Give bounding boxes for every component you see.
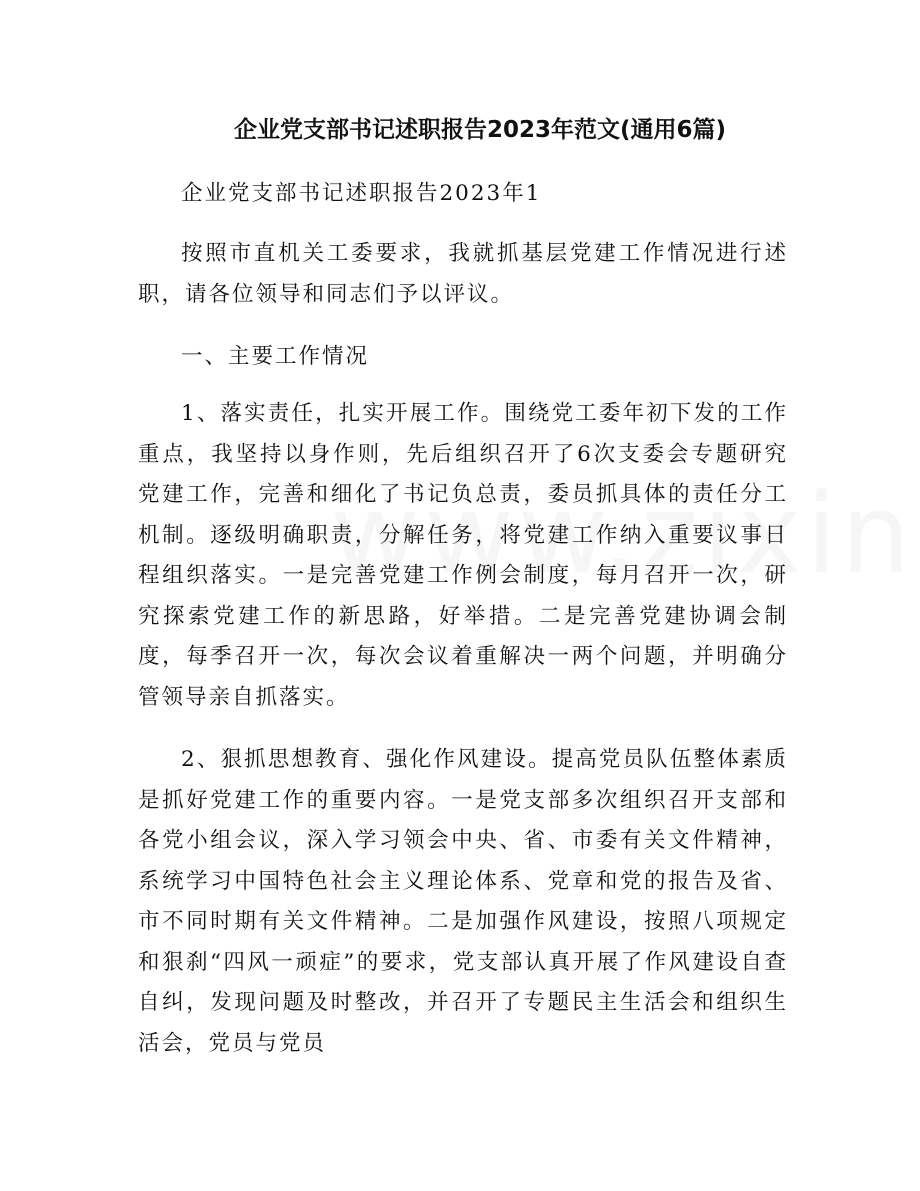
page-title: 企业党支部书记述职报告2023年范文(通用6篇) [233,117,727,143]
intro-paragraph: 按照市直机关工委要求，我就抓基层党建工作情况进行述职，请各位领导和同志们予以评议。 [138,241,788,307]
body-paragraph-1: 1、落实责任，扎实开展工作。围绕党工委年初下发的工作重点，我坚持以身作则，先后组织召开了6次支委会专题研究党建工作，完善和细化了书记负总责，委员抓具体的责任分工机制。逐级明确职责，分解任务，将党建工作纳入重要议事日程组织落实。一是完善党建工作例会制度，每月召开一次，研究探索党建工作的新思路，好举措。二是完善党建协调会制度，每季召开一次，每次会议着重解决一两个问题，并明确分管领导亲自抓落实。 [138,401,788,710]
section-heading: 一、主要工作情况 [181,344,370,369]
body-paragraph-2: 2、狠抓思想教育、强化作风建设。提高党员队伍整体素质是抓好党建工作的重要内容。一是党支部多次组织召开支部和各党小组会议，深入学习领会中央、省、市委有关文件精神，系统学习中国特色社会主义理论体系、党章和党的报告及省、市不同时期有关文件精神。二是加强作风建设，按照八项规定和狠刹“四风一顽症”的要求，党支部认真开展了作风建设自查自纠，发现问题及时整改，并召开了专题民主生活会和组织生活会，党员与党员 [138,747,788,1056]
document-subtitle: 企业党支部书记述职报告2023年1 [181,181,542,206]
